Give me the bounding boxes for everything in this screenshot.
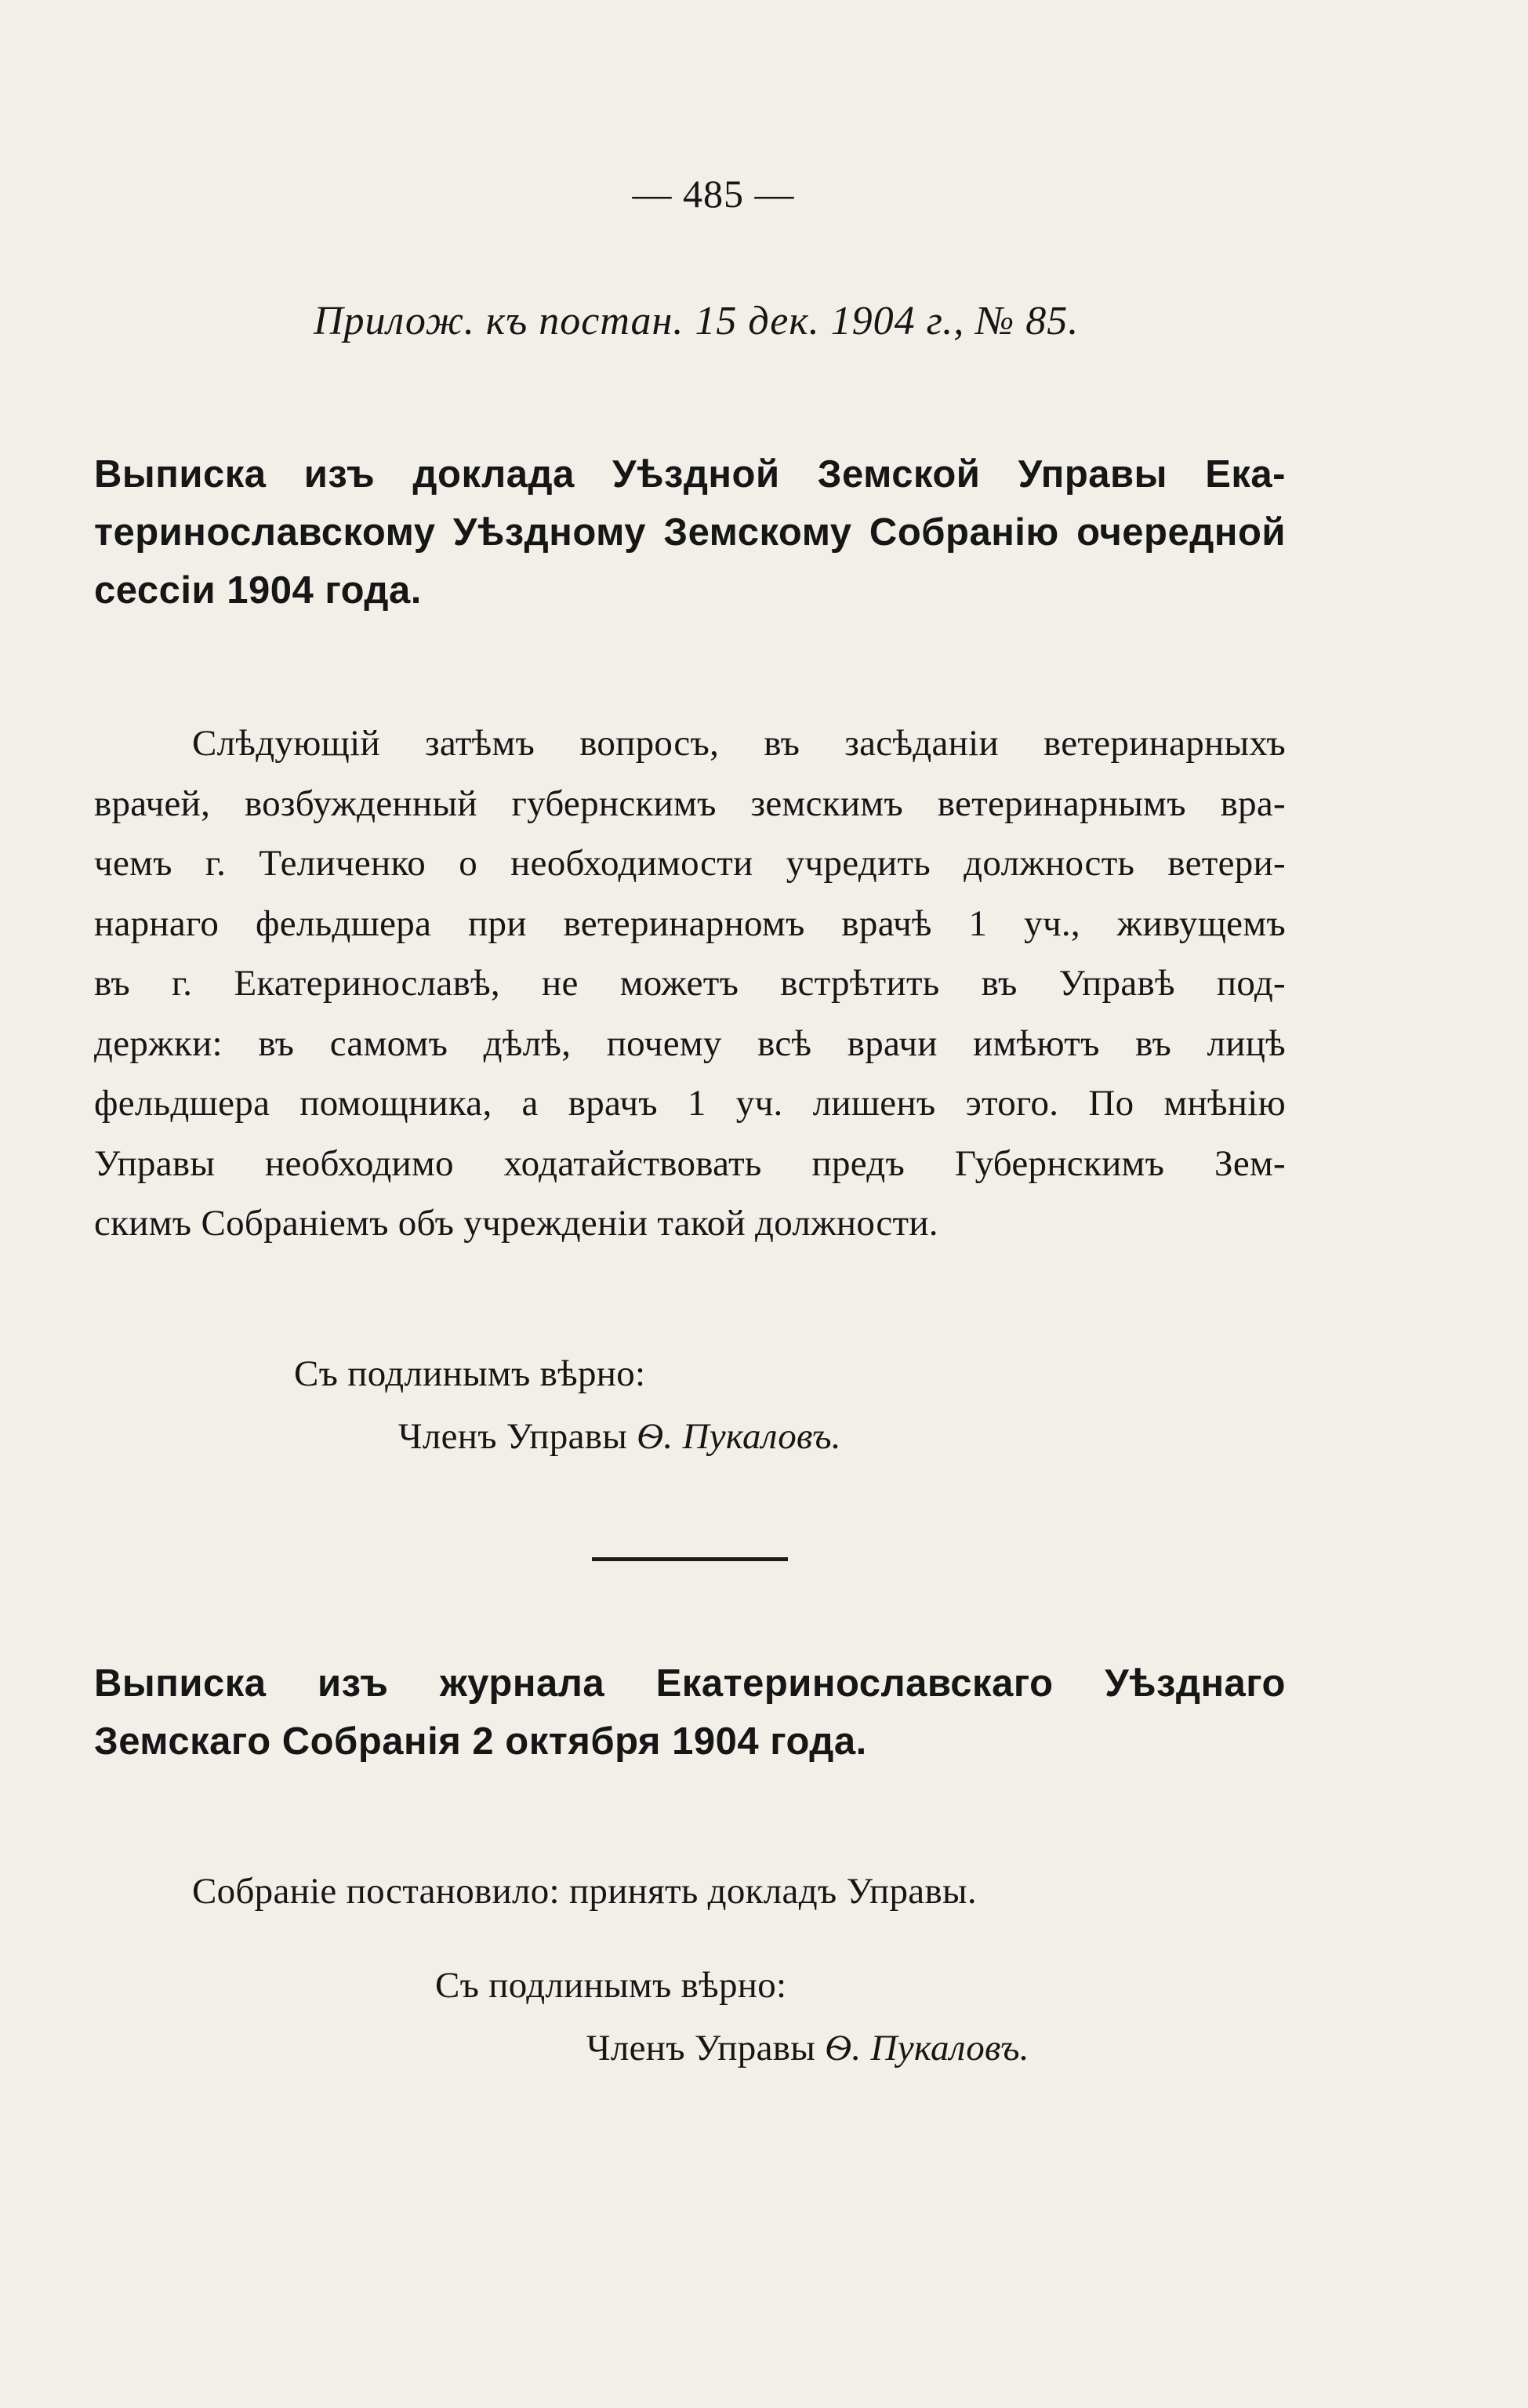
body-line: Слѣдующій затѣмъ вопросъ, въ засѣданіи ветеринарныхъ: [192, 723, 1286, 764]
body-line: Управы необходимо ходатайствовать предъ Губернскимъ Зем-: [94, 1142, 1286, 1184]
section2-heading: [94, 1654, 1286, 1771]
body-line: врачей, возбужденный губернскимъ земскимъ ветеринарнымъ вра-: [94, 783, 1286, 824]
heading-line: сессіи 1904 года.: [94, 569, 422, 612]
body-line: держки: въ самомъ дѣлѣ, почему всѣ врачи имѣютъ въ лицѣ: [94, 1022, 1286, 1064]
page-number: — 485 —: [632, 172, 795, 216]
section-divider: [592, 1557, 788, 1561]
heading-line: теринославскому Уѣздному Земскому Собранію очередной: [94, 511, 1286, 554]
heading-line: Выписка изъ доклада Уѣздной Земской Управы Ека-: [94, 453, 1286, 496]
section1-certified-text: Съ подлинымъ вѣрно:: [294, 1353, 646, 1394]
heading-line: Земскаго Собранія 2 октября 1904 года.: [94, 1720, 867, 1763]
signer-name: Ѳ. Пукаловъ.: [637, 1416, 841, 1457]
body-line: скимъ Собраніемъ объ учрежденіи такой должности.: [94, 1203, 938, 1244]
section2-certified-text: Съ подлинымъ вѣрно:: [435, 1965, 787, 2006]
body-line: въ г. Екатеринославѣ, не можетъ встрѣтить въ Управѣ под-: [94, 963, 1286, 1004]
body-line: нарнаго фельдшера при ветеринарномъ врачѣ 1 уч., живущемъ: [94, 903, 1286, 944]
signer-title: Членъ Управы: [398, 1416, 628, 1457]
body-line: чемъ г. Теличенко о необходимости учредить должность ветери-: [94, 843, 1286, 884]
body-line: фельдшера помощника, а врачъ 1 уч. лишенъ этого. По мнѣнію: [94, 1083, 1286, 1124]
section1-signature: [398, 1415, 841, 1458]
section2-resolution: Собраніе постановило: принять докладъ Управы.: [192, 1871, 977, 1912]
section2-signature: [586, 2027, 1029, 2069]
appendix-reference: Прилож. къ постан. 15 дек. 1904 г., № 85.: [314, 299, 1080, 343]
signer-title: Членъ Управы: [586, 2028, 816, 2068]
signer-name: Ѳ. Пукаловъ.: [825, 2028, 1029, 2068]
heading-line: Выписка изъ журнала Екатеринославскаго Уѣзднаго: [94, 1662, 1286, 1705]
section1-body: [94, 714, 1286, 1254]
section1-heading: [94, 445, 1286, 619]
